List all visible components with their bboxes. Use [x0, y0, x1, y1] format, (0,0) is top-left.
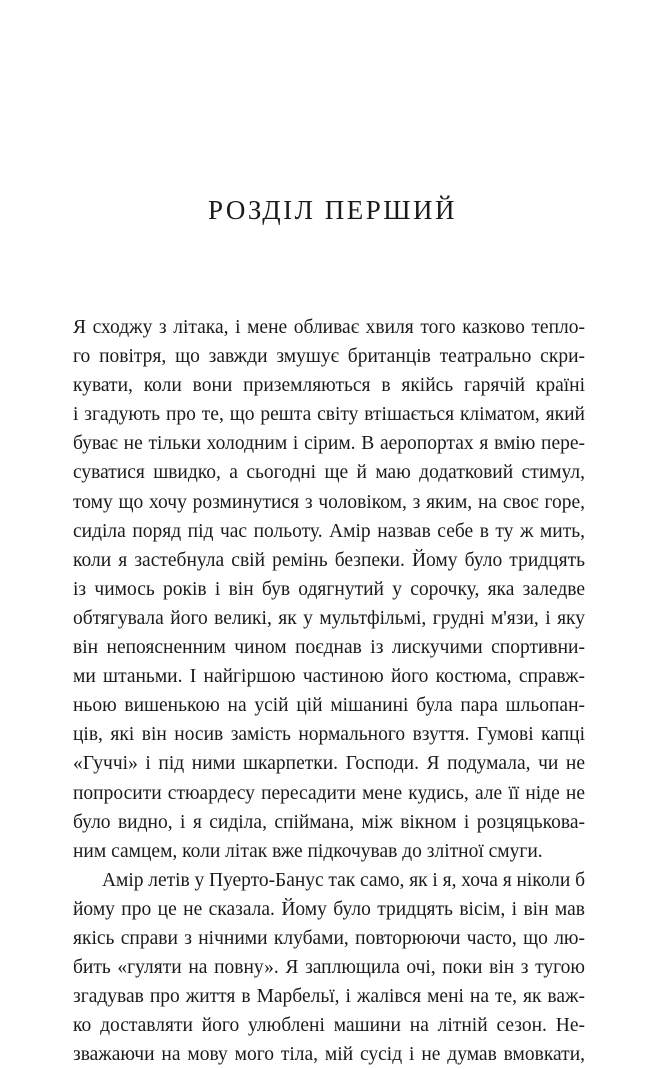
text-line: йому про це не сказала. Йому було тридцять вісім, і він мав [73, 898, 585, 920]
text-line: суватися швидко, а сьогодні ще й маю додатковий стимул, [73, 462, 585, 484]
text-line: ко доставляти його улюблені машини на літній сезон. Не- [73, 1015, 585, 1037]
text-line: якісь справи з нічними клубами, повторюючи часто, що лю- [73, 927, 585, 949]
text-line: буває не тільки холодним і сірим. В аеропортах я вмію пере- [73, 433, 585, 455]
text-line: тому що хочу розминутися з чоловіком, з яким, на своє горе, [73, 491, 585, 513]
text-line: Амір летів у Пуерто-Банус так само, як і я, хоча я ніколи б [102, 869, 585, 891]
text-line: го повітря, що завжди змушує британців театрально скри- [73, 346, 585, 368]
text-line: із чимось років і він був одягнутий у сорочку, яка заледве [73, 578, 585, 600]
text-line: і згадують про те, що решта світу втішається кліматом, який [73, 404, 585, 426]
text-line: Я сходжу з літака, і мене обливає хвиля того казково тепло- [73, 317, 585, 338]
paragraph-1 [73, 313, 585, 866]
text-line: коли я застебнула свій ремінь безпеки. Йому було тридцять [73, 549, 585, 571]
text-line: бить «гуляти на повну». Я заплющила очі, поки він з тугою [73, 957, 585, 979]
paragraph-2 [73, 866, 585, 1069]
text-line: зважаючи на мову мого тіла, мій сусід і не думав вмовкати, [73, 1044, 585, 1066]
text-line: ньою вишенькою на усій цій мішанині була пара шльопан- [73, 695, 585, 717]
text-line: ми штаньми. І найгіршою частиною його костюма, справж- [73, 666, 585, 688]
text-line: кувати, коли вони приземляються в якійсь гарячій країні [73, 375, 585, 397]
text-line: ців, які він носив замість нормального взуття. Гумові капці [73, 724, 585, 746]
text-line: згадував про життя в Марбельї, і жалівся мені на те, як важ- [73, 986, 585, 1008]
text-line: він непоясненним чином поєднав із лискучими спортивни- [73, 637, 585, 659]
text-line: сиділа поряд під час польоту. Амір назвав себе в ту ж мить, [73, 520, 585, 542]
body-text [73, 313, 585, 1069]
text-line: ним самцем, коли літак вже підкочував до злітної смуги. [73, 840, 543, 862]
text-line: обтягувала його великі, як у мультфільмі, грудні м'язи, і яку [73, 607, 585, 629]
text-line: попросити стюардесу пересадити мене кудись, але її ніде не [73, 782, 585, 804]
text-line: «Гуччі» і під ними шкарпетки. Господи. Я подумала, чи не [73, 753, 585, 775]
text-line: було видно, і я сиділа, спіймана, між вікном і розцяцькова- [73, 811, 585, 833]
chapter-title: РОЗДІЛ ПЕРШИЙ [208, 195, 457, 225]
